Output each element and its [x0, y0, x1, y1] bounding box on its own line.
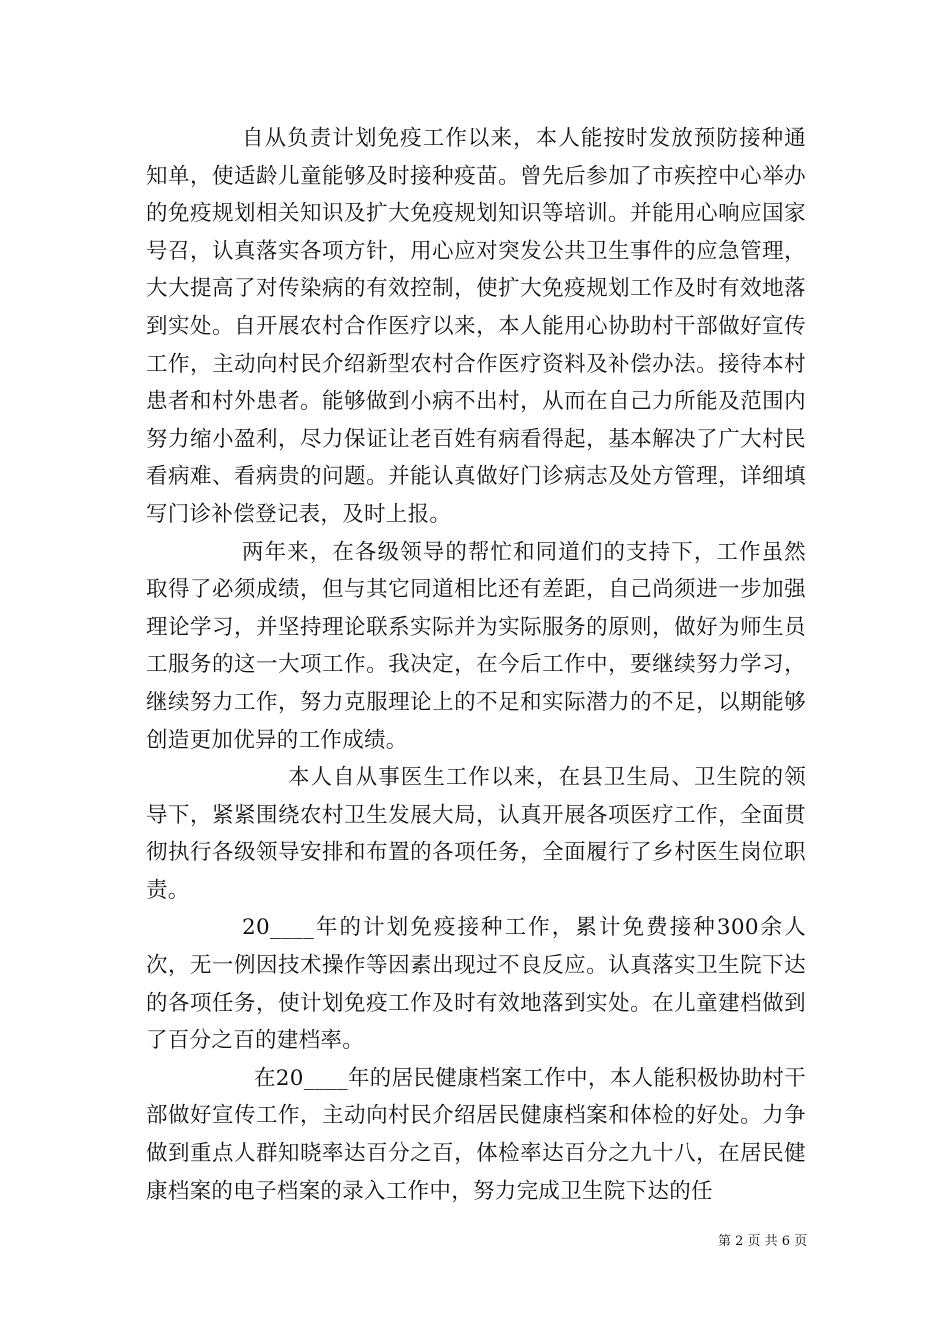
paragraph-two-years: 两年来，在各级领导的帮忙和同道们的支持下，工作虽然取得了必须成绩，但与其它同道相比还有差距，自己尚须进一步加强理论学习，并坚持理论联系实际并为实际服务的原则，做好为师生员工服务的这一大项工作。我决定，在今后工作中，要继续努力学习，继续努力工作，努力克服理论上的不足和实际潜力的不足，以期能够创造更加优异的工作成绩。 — [146, 539, 806, 753]
page-number-footer: 第 2 页 共 6 页 — [718, 1234, 808, 1249]
paragraph-vaccination-count: 20____年的计划免疫接种工作，累计免费接种300余人次，无一例因技术操作等因素出现过不良反应。认真落实卫生院下达的各项任务，使计划免疫工作及时有效地落到实处。在儿童建档做到了百分之百的建档率。 — [146, 915, 806, 1054]
paragraph-doctor-work: 本人自从事医生工作以来，在县卫生局、卫生院的领导下，紧紧围绕农村卫生发展大局，认真开展各项医疗工作，全面贯彻执行各级领导安排和布置的各项任务，全面履行了乡村医生岗位职责。 — [146, 765, 806, 903]
document-body — [146, 120, 806, 1210]
paragraph-health-records: 在20____年的居民健康档案工作中，本人能积极协助村干部做好宣传工作，主动向村民介绍居民健康档案和体检的好处。力争做到重点人群知晓率达百分之百，体检率达百分之九十八，在居民健康档案的电子档案的录入工作中，努力完成卫生院下达的任 — [146, 1065, 806, 1204]
paragraph-immunization: 自从负责计划免疫工作以来，本人能按时发放预防接种通知单，使适龄儿童能够及时接种疫苗。曾先后参加了市疾控中心举办的免疫规划相关知识及扩大免疫规划知识等培训。并能用心响应国家号召，认真落实各项方针，用心应对突发公共卫生事件的应急管理，大大提高了对传染病的有效控制，使扩大免疫规划工作及时有效地落到实处。自开展农村合作医疗以来，本人能用心协助村干部做好宣传工作，主动向村民介绍新型农村合作医疗资料及补偿办法。接待本村患者和村外患者。能够做到小病不出村，从而在自己力所能及范围内努力缩小盈利，尽力保证让老百姓有病看得起，基本解决了广大村民看病难、看病贵的问题。并能认真做好门诊病志及处方管理，详细填写门诊补偿登记表，及时上报。 — [146, 126, 806, 527]
